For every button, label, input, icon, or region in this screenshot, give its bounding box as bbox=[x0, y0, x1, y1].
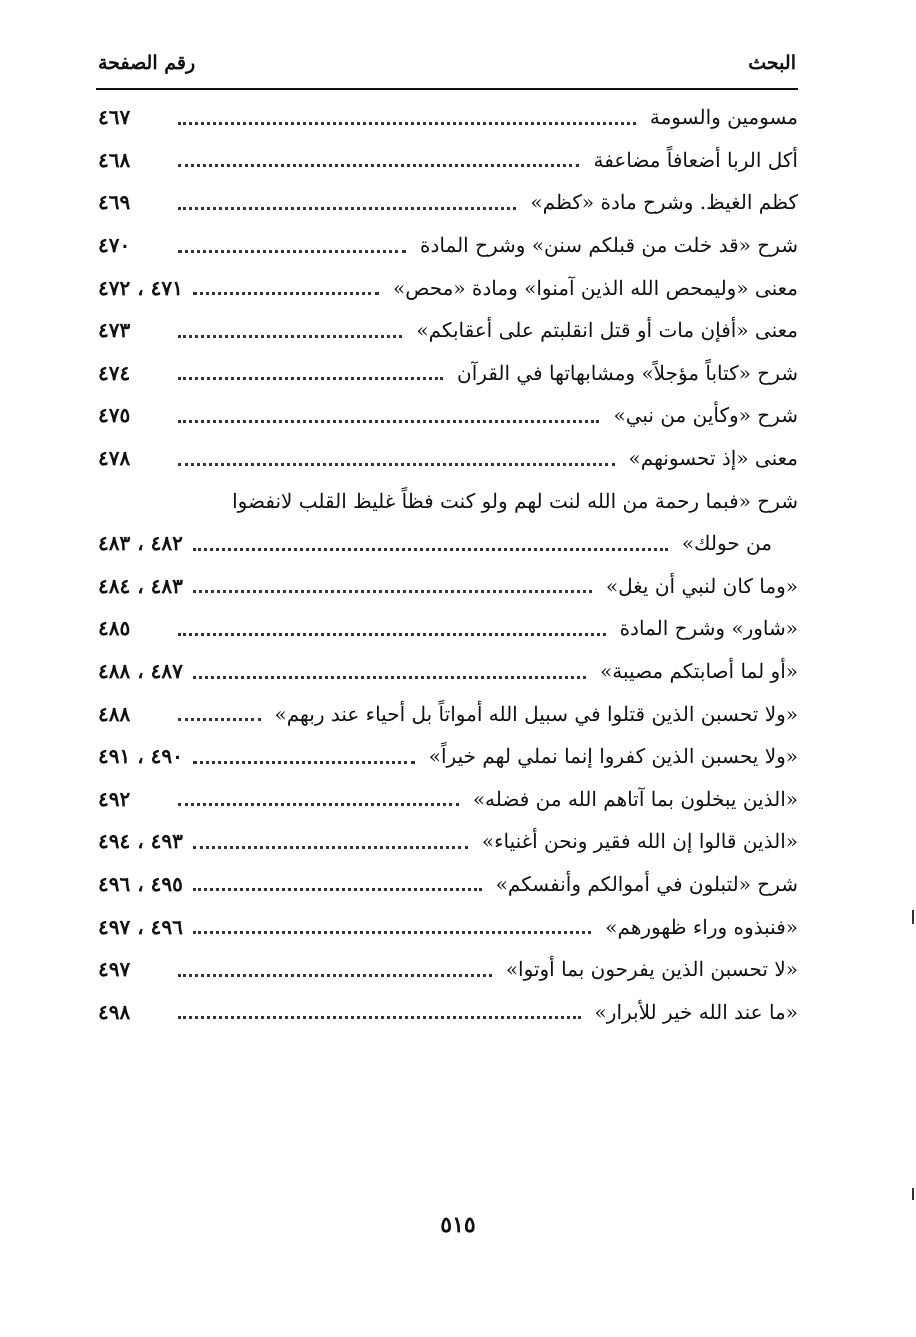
dot-leader bbox=[178, 377, 443, 380]
index-entry bbox=[98, 863, 798, 906]
entry-pages: ٤٧٤ bbox=[98, 360, 131, 385]
entry-topic: شرح «قد خلت من قبلكم سنن» وشرح المادة bbox=[420, 233, 798, 258]
entry-pages: ٤٧٨ bbox=[98, 446, 131, 471]
dot-leader bbox=[178, 335, 402, 338]
entry-topic: معنى «وليمحص الله الذين آمنوا» ومادة «محص» bbox=[392, 275, 798, 300]
scan-margin-mark bbox=[912, 1188, 914, 1200]
dot-leader bbox=[193, 931, 591, 934]
entry-topic: شرح «فبما رحمة من الله لنت لهم ولو كنت فظاً غليظ القلب لانفضوا bbox=[232, 488, 798, 513]
dot-leader bbox=[178, 207, 516, 210]
index-entry bbox=[98, 96, 798, 139]
entry-topic: «ولا يحسبن الذين كفروا إنما نملي لهم خيراً» bbox=[428, 744, 798, 769]
entry-topic: كظم الغيظ. وشرح مادة «كظم» bbox=[530, 190, 798, 215]
index-entry bbox=[98, 778, 798, 821]
dot-leader bbox=[178, 633, 606, 636]
index-entry bbox=[98, 735, 798, 778]
dot-leader bbox=[193, 888, 482, 891]
entry-topic: شرح «وكأين من نبي» bbox=[613, 403, 798, 428]
header-divider bbox=[96, 88, 798, 90]
index-entry bbox=[98, 905, 798, 948]
index-entry bbox=[98, 139, 798, 182]
entry-topic: معنى «إذ تحسونهم» bbox=[628, 446, 798, 471]
index-list bbox=[98, 96, 798, 1033]
index-entry bbox=[98, 565, 798, 608]
dot-leader bbox=[193, 292, 379, 295]
dot-leader bbox=[193, 676, 586, 679]
index-entry bbox=[98, 394, 798, 437]
entry-topic: شرح «لتبلون في أموالكم وأنفسكم» bbox=[495, 871, 798, 896]
entry-topic: «وما كان لنبي أن يغل» bbox=[605, 573, 798, 598]
entry-topic: «أو لما أصابتكم مصيبة» bbox=[600, 659, 798, 684]
entry-pages: ٤٩٦ ، ٤٩٧ bbox=[98, 914, 183, 939]
entry-topic: معنى «أفإن مات أو قتل انقلبتم على أعقابكم» bbox=[416, 318, 798, 343]
header-page-label: رقم الصفحة bbox=[98, 52, 196, 74]
index-entry bbox=[98, 990, 798, 1033]
index-entry bbox=[98, 820, 798, 863]
dot-leader bbox=[178, 420, 599, 423]
entry-topic: أكل الربا أضعافاً مضاعفة bbox=[593, 147, 798, 172]
index-entry bbox=[98, 692, 798, 735]
entry-pages: ٤٩٧ bbox=[98, 957, 131, 982]
dot-leader bbox=[193, 590, 592, 593]
entry-pages: ٤٧١ ، ٤٧٢ bbox=[98, 275, 183, 300]
entry-pages: ٤٧٥ bbox=[98, 403, 131, 428]
dot-leader bbox=[178, 974, 492, 977]
entry-topic: «شاور» وشرح المادة bbox=[619, 616, 798, 641]
dot-leader bbox=[178, 463, 615, 466]
entry-pages: ٤٩٠ ، ٤٩١ bbox=[98, 744, 183, 769]
index-entry bbox=[98, 607, 798, 650]
page-number: ٥١٥ bbox=[440, 1212, 476, 1238]
index-entry bbox=[98, 352, 798, 395]
dot-leader bbox=[178, 718, 261, 721]
dot-leader bbox=[178, 122, 636, 125]
entry-pages: ٤٧٣ bbox=[98, 318, 131, 343]
entry-topic: «ما عند الله خير للأبرار» bbox=[594, 999, 798, 1024]
dot-leader bbox=[178, 1016, 581, 1019]
dot-leader bbox=[193, 761, 415, 764]
index-entry bbox=[98, 437, 798, 480]
entry-pages: ٤٨٥ bbox=[98, 616, 131, 641]
entry-topic: شرح «كتاباً مؤجلاً» ومشابهاتها في القرآن bbox=[457, 360, 798, 385]
index-header bbox=[98, 52, 796, 86]
index-entry bbox=[98, 650, 798, 693]
entry-pages: ٤٨٣ ، ٤٨٤ bbox=[98, 573, 183, 598]
entry-topic: «الذين يبخلون بما آتاهم الله من فضله» bbox=[472, 786, 798, 811]
entry-topic: «فنبذوه وراء ظهورهم» bbox=[605, 914, 798, 939]
dot-leader bbox=[178, 164, 579, 167]
index-entry bbox=[98, 266, 798, 309]
entry-pages: ٤٩٢ bbox=[98, 786, 131, 811]
entry-topic: «الذين قالوا إن الله فقير ونحن أغنياء» bbox=[481, 829, 798, 854]
dot-leader bbox=[178, 250, 406, 253]
entry-pages: ٤٨٢ ، ٤٨٣ bbox=[98, 531, 183, 556]
dot-leader bbox=[193, 548, 668, 551]
entry-topic: «ولا تحسبن الذين قتلوا في سبيل الله أمواتاً بل أحياء عند ربهم» bbox=[274, 701, 798, 726]
scan-margin-mark bbox=[912, 910, 914, 924]
index-entry bbox=[98, 522, 798, 565]
entry-pages: ٤٦٨ bbox=[98, 147, 131, 172]
header-topic-label: البحث bbox=[748, 52, 796, 74]
dot-leader bbox=[193, 846, 468, 849]
entry-pages: ٤٨٨ bbox=[98, 701, 131, 726]
index-entry bbox=[98, 181, 798, 224]
index-entry bbox=[98, 224, 798, 267]
entry-pages: ٤٦٩ bbox=[98, 190, 131, 215]
entry-topic: «لا تحسبن الذين يفرحون بما أوتوا» bbox=[505, 957, 798, 982]
index-entry bbox=[98, 479, 798, 522]
entry-topic: من حولك» bbox=[681, 531, 772, 556]
entry-pages: ٤٩٣ ، ٤٩٤ bbox=[98, 829, 183, 854]
dot-leader bbox=[178, 803, 459, 806]
entry-pages: ٤٦٧ bbox=[98, 105, 131, 130]
entry-topic: مسومين والسومة bbox=[649, 105, 798, 130]
index-entry bbox=[98, 309, 798, 352]
entry-pages: ٤٧٠ bbox=[98, 233, 131, 258]
index-entry bbox=[98, 948, 798, 991]
entry-pages: ٤٩٨ bbox=[98, 999, 131, 1024]
entry-pages: ٤٨٧ ، ٤٨٨ bbox=[98, 659, 183, 684]
entry-pages: ٤٩٥ ، ٤٩٦ bbox=[98, 871, 183, 896]
